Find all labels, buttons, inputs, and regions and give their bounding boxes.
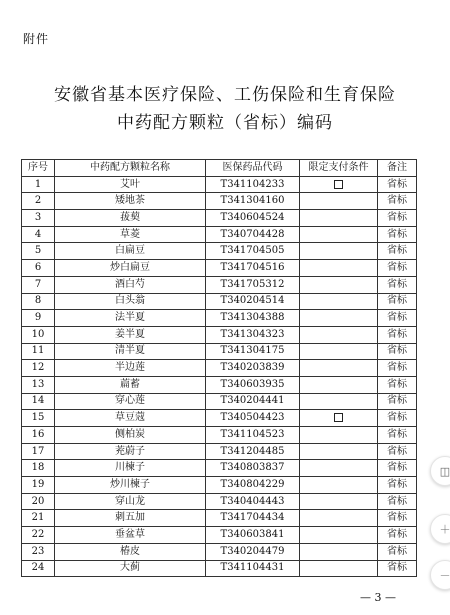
granule-name: 法半夏 — [55, 310, 206, 327]
insurance-code: T341704434 — [206, 510, 300, 527]
table-row — [22, 493, 417, 510]
granule-name: 穿山龙 — [55, 493, 206, 510]
granule-name: 刺五加 — [55, 510, 206, 527]
granule-name: 矮地茶 — [55, 193, 206, 210]
insurance-code: T341104233 — [206, 176, 300, 193]
row-index: 12 — [22, 360, 55, 377]
note-cell: 省标 — [378, 477, 417, 494]
restriction-cell — [300, 510, 378, 527]
insurance-code: T341304160 — [206, 193, 300, 210]
insurance-code: T341104523 — [206, 427, 300, 444]
granule-name: 白头翁 — [55, 293, 206, 310]
table-row — [22, 477, 417, 494]
row-index: 23 — [22, 543, 55, 560]
restriction-cell — [300, 543, 378, 560]
note-cell: 省标 — [378, 293, 417, 310]
granule-name: 茺蔚子 — [55, 443, 206, 460]
note-cell: 省标 — [378, 310, 417, 327]
insurance-code: T340603935 — [206, 376, 300, 393]
table-row — [22, 560, 417, 577]
granule-code-table — [21, 159, 417, 577]
table-header-row — [22, 160, 417, 177]
note-cell: 省标 — [378, 376, 417, 393]
table-row — [22, 427, 417, 444]
row-index: 3 — [22, 210, 55, 227]
granule-name: 姜半夏 — [55, 326, 206, 343]
row-index: 15 — [22, 410, 55, 427]
attachment-label: 附件 — [23, 32, 50, 46]
row-index: 13 — [22, 376, 55, 393]
restriction-cell — [300, 226, 378, 243]
restriction-cell — [300, 527, 378, 544]
col-header-name: 中药配方颗粒名称 — [55, 160, 206, 177]
row-index: 8 — [22, 293, 55, 310]
zoom-in-button[interactable] — [430, 514, 450, 544]
restriction-cell — [300, 293, 378, 310]
table-row — [22, 410, 417, 427]
insurance-code: T340704428 — [206, 226, 300, 243]
row-index: 10 — [22, 326, 55, 343]
row-index: 16 — [22, 427, 55, 444]
note-cell: 省标 — [378, 393, 417, 410]
granule-name: 炒川楝子 — [55, 477, 206, 494]
insurance-code: T340203839 — [206, 360, 300, 377]
granule-name: 菝葜 — [55, 210, 206, 227]
restriction-cell — [300, 260, 378, 277]
table-row — [22, 176, 417, 193]
table-row — [22, 226, 417, 243]
restriction-cell — [300, 176, 378, 193]
table-row — [22, 193, 417, 210]
table-row — [22, 460, 417, 477]
note-cell: 省标 — [378, 326, 417, 343]
document-title-line2: 中药配方颗粒（省标）编码 — [117, 113, 333, 133]
document-title-line1: 安徽省基本医疗保险、工伤保险和生育保险 — [54, 85, 396, 105]
restriction-cell — [300, 477, 378, 494]
page-number: — 3 — — [360, 591, 396, 604]
restriction-cell — [300, 376, 378, 393]
granule-name: 穿心莲 — [55, 393, 206, 410]
row-index: 2 — [22, 193, 55, 210]
row-index: 20 — [22, 493, 55, 510]
row-index: 22 — [22, 527, 55, 544]
restriction-cell — [300, 360, 378, 377]
col-header-code: 医保药品代码 — [206, 160, 300, 177]
insurance-code: T341204485 — [206, 443, 300, 460]
table-row — [22, 527, 417, 544]
note-cell: 省标 — [378, 460, 417, 477]
zoom-out-button[interactable] — [430, 560, 450, 590]
insurance-code: T341304388 — [206, 310, 300, 327]
row-index: 18 — [22, 460, 55, 477]
granule-name: 白扁豆 — [55, 243, 206, 260]
row-index: 6 — [22, 260, 55, 277]
table-row — [22, 260, 417, 277]
note-cell: 省标 — [378, 276, 417, 293]
granule-name: 椿皮 — [55, 543, 206, 560]
table-row — [22, 376, 417, 393]
note-cell: 省标 — [378, 443, 417, 460]
granule-name: 垂盆草 — [55, 527, 206, 544]
row-index: 1 — [22, 176, 55, 193]
granule-name: 侧柏炭 — [55, 427, 206, 444]
insurance-code: T340804229 — [206, 477, 300, 494]
note-cell: 省标 — [378, 493, 417, 510]
insurance-code: T340204479 — [206, 543, 300, 560]
insurance-code: T341304175 — [206, 343, 300, 360]
insurance-code: T341704505 — [206, 243, 300, 260]
insurance-code: T340504423 — [206, 410, 300, 427]
minus-icon: － — [439, 569, 450, 582]
note-cell: 省标 — [378, 260, 417, 277]
table-row — [22, 443, 417, 460]
note-cell: 省标 — [378, 176, 417, 193]
restriction-cell — [300, 276, 378, 293]
insurance-code: T340603841 — [206, 527, 300, 544]
tool-icon: ◫ — [439, 464, 450, 478]
table-row — [22, 210, 417, 227]
restriction-cell — [300, 493, 378, 510]
note-cell: 省标 — [378, 560, 417, 577]
row-index: 4 — [22, 226, 55, 243]
row-index: 17 — [22, 443, 55, 460]
insurance-code: T340803837 — [206, 460, 300, 477]
restriction-cell — [300, 460, 378, 477]
row-index: 21 — [22, 510, 55, 527]
note-cell: 省标 — [378, 410, 417, 427]
insurance-code: T341304323 — [206, 326, 300, 343]
table-row — [22, 326, 417, 343]
insurance-code: T341705312 — [206, 276, 300, 293]
insurance-code: T340404443 — [206, 493, 300, 510]
note-cell: 省标 — [378, 360, 417, 377]
restriction-cell — [300, 326, 378, 343]
restriction-cell — [300, 393, 378, 410]
granule-name: 半边莲 — [55, 360, 206, 377]
restriction-cell — [300, 193, 378, 210]
restriction-cell — [300, 210, 378, 227]
granule-name: 炒白扁豆 — [55, 260, 206, 277]
insurance-code: T340604524 — [206, 210, 300, 227]
table-row — [22, 510, 417, 527]
granule-name: 草菱 — [55, 226, 206, 243]
note-cell: 省标 — [378, 427, 417, 444]
granule-name: 清半夏 — [55, 343, 206, 360]
side-tool-button[interactable] — [430, 456, 450, 486]
plus-icon: ＋ — [439, 523, 450, 536]
row-index: 24 — [22, 560, 55, 577]
table-row — [22, 293, 417, 310]
note-cell: 省标 — [378, 510, 417, 527]
row-index: 14 — [22, 393, 55, 410]
granule-name: 草豆蔻 — [55, 410, 206, 427]
note-cell: 省标 — [378, 210, 417, 227]
restriction-cell — [300, 243, 378, 260]
restriction-checkbox-icon — [334, 180, 343, 189]
table-row — [22, 543, 417, 560]
table-row — [22, 393, 417, 410]
row-index: 5 — [22, 243, 55, 260]
granule-name: 酒白芍 — [55, 276, 206, 293]
row-index: 11 — [22, 343, 55, 360]
insurance-code: T341104431 — [206, 560, 300, 577]
restriction-cell — [300, 410, 378, 427]
granule-name: 川楝子 — [55, 460, 206, 477]
granule-name: 大蓟 — [55, 560, 206, 577]
restriction-cell — [300, 310, 378, 327]
note-cell: 省标 — [378, 543, 417, 560]
restriction-cell — [300, 560, 378, 577]
restriction-cell — [300, 427, 378, 444]
col-header-index: 序号 — [22, 160, 55, 177]
table-row — [22, 243, 417, 260]
note-cell: 省标 — [378, 343, 417, 360]
note-cell: 省标 — [378, 243, 417, 260]
row-index: 7 — [22, 276, 55, 293]
restriction-cell — [300, 443, 378, 460]
insurance-code: T340204514 — [206, 293, 300, 310]
insurance-code: T340204441 — [206, 393, 300, 410]
granule-name: 艾叶 — [55, 176, 206, 193]
restriction-cell — [300, 343, 378, 360]
table-row — [22, 276, 417, 293]
col-header-note: 备注 — [378, 160, 417, 177]
table-row — [22, 360, 417, 377]
note-cell: 省标 — [378, 193, 417, 210]
table-row — [22, 310, 417, 327]
row-index: 19 — [22, 477, 55, 494]
granule-name: 萹蓄 — [55, 376, 206, 393]
note-cell: 省标 — [378, 226, 417, 243]
row-index: 9 — [22, 310, 55, 327]
col-header-restriction: 限定支付条件 — [300, 160, 378, 177]
table-row — [22, 343, 417, 360]
note-cell: 省标 — [378, 527, 417, 544]
insurance-code: T341704516 — [206, 260, 300, 277]
restriction-checkbox-icon — [334, 413, 343, 422]
